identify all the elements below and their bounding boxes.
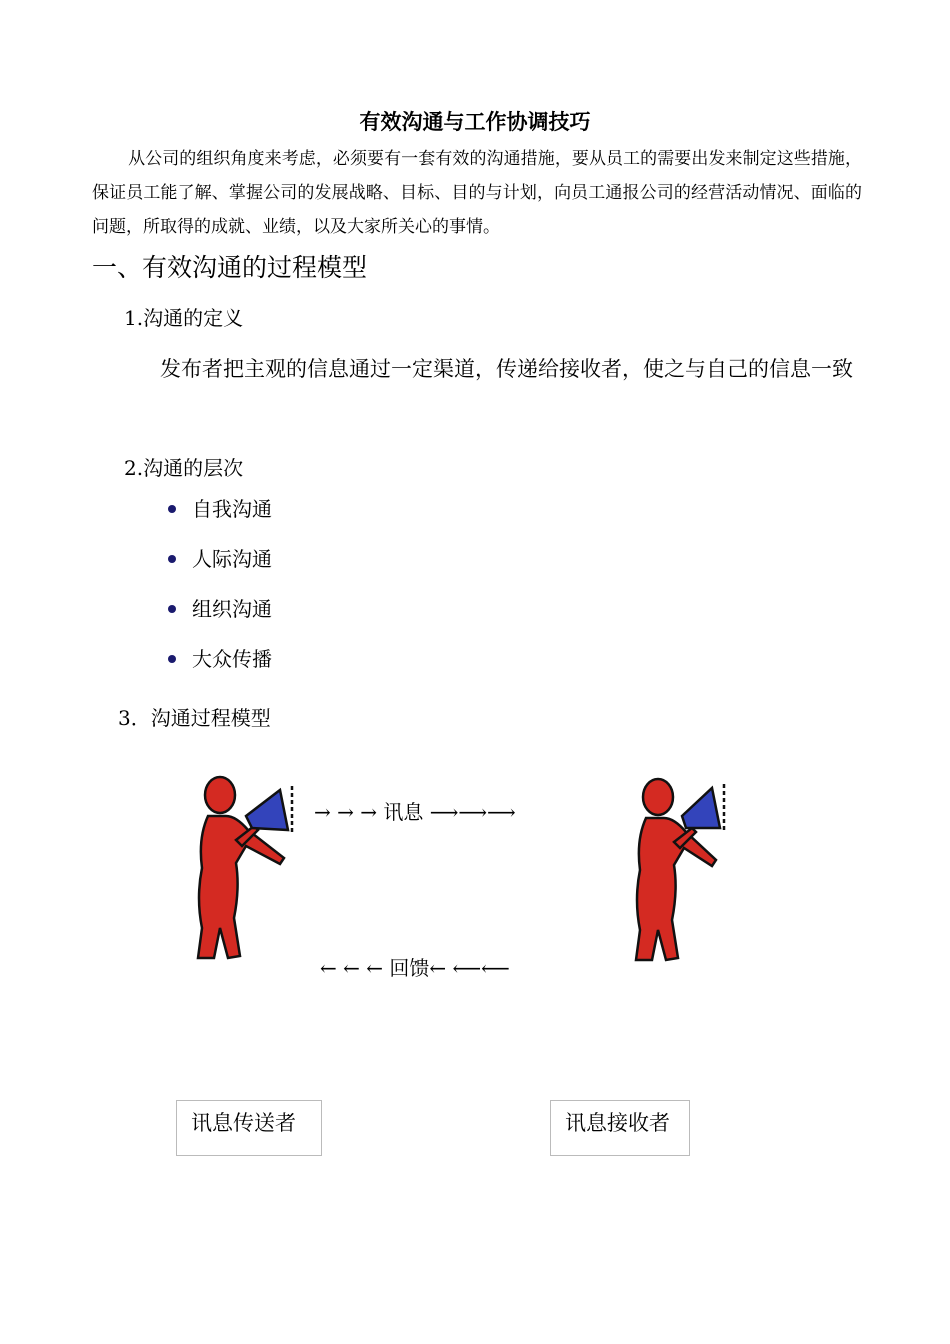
bullet-icon xyxy=(168,555,176,563)
section-heading-1: 一、有效沟通的过程模型 xyxy=(92,253,368,282)
document-title: 有效沟通与工作协调技巧 xyxy=(359,110,591,134)
receiver-megaphone-figure-icon xyxy=(620,770,730,965)
bullet-icon xyxy=(168,505,176,513)
subheading-model: 3．沟通过程模型 xyxy=(118,706,271,730)
list-item: 大众传播 xyxy=(168,634,272,684)
sender-box: 讯息传送者 xyxy=(176,1100,322,1156)
levels-list xyxy=(168,484,272,684)
feedback-arrow-label: ← ← ← 回馈← ⟵⟵ xyxy=(320,956,510,980)
intro-text: 从公司的组织角度来考虑，必须要有一套有效的沟通措施，要从员工的需要出发来制定这些措施，保证员工能了解、掌握公司的发展战略、目标、目的与计划，向员工通报公司的经营活动情况、面临的问题，所取得的成就、业绩，以及大家所关心的事情。 xyxy=(92,149,862,237)
intro-paragraph xyxy=(92,142,862,244)
list-item: 组织沟通 xyxy=(168,584,272,634)
receiver-box: 讯息接收者 xyxy=(550,1100,690,1156)
sender-megaphone-figure-icon xyxy=(188,768,298,963)
definition-text: 发布者把主观的信息通过一定渠道，传递给接收者，使之与自己的信息一致 xyxy=(160,357,853,381)
bullet-icon xyxy=(168,655,176,663)
message-arrow-label: → → → 讯息 ⟶⟶⟶ xyxy=(314,800,516,824)
subheading-levels: 2.沟通的层次 xyxy=(124,456,244,480)
subheading-definition: 1.沟通的定义 xyxy=(124,306,244,330)
list-item: 自我沟通 xyxy=(168,484,272,534)
list-item: 人际沟通 xyxy=(168,534,272,584)
bullet-icon xyxy=(168,605,176,613)
